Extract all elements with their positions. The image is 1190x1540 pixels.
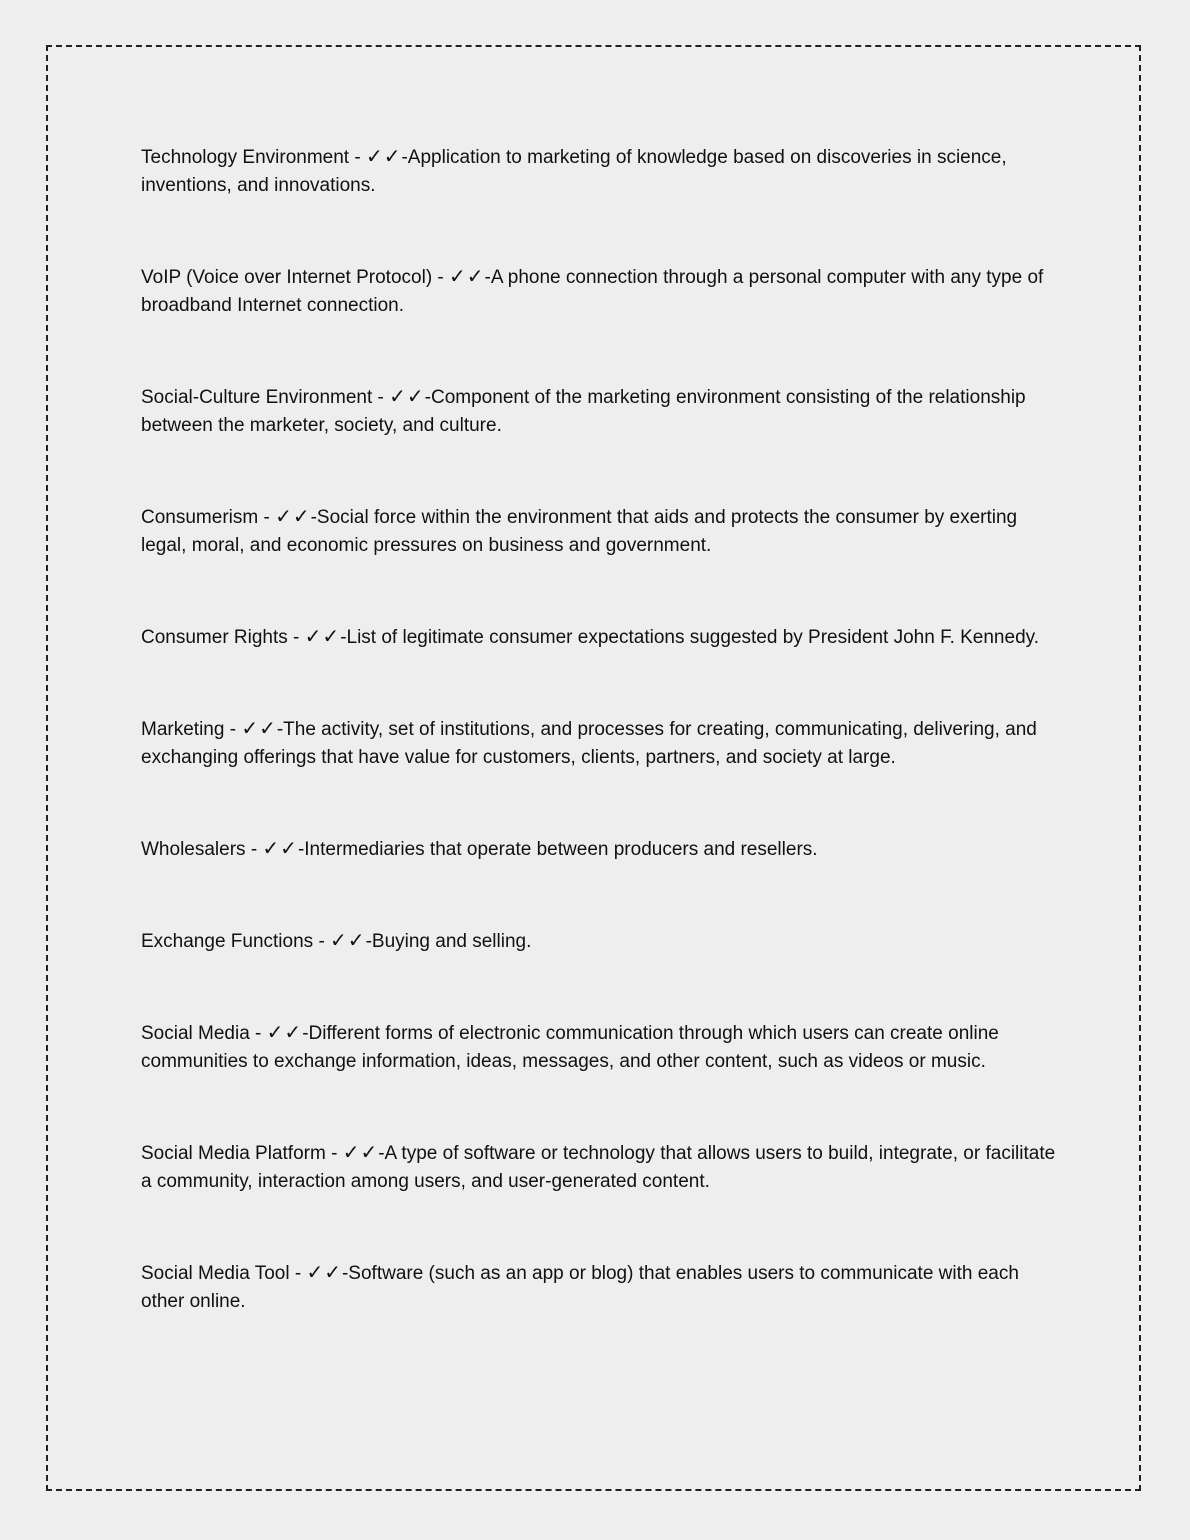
entry-term: Exchange Functions - (141, 931, 331, 952)
glossary-list (141, 142, 1061, 1378)
entry-term: Consumerism - (141, 507, 276, 528)
entry-definition: -Social force within the environment that aids and protects the consumer by exerting legal, moral, and economic pressures on business and government. (141, 507, 1018, 556)
entry-term: Social Media - (141, 1023, 267, 1044)
glossary-entry (141, 502, 1061, 560)
glossary-entry (141, 834, 1061, 864)
check-icon: ✓✓ (365, 144, 402, 168)
entry-definition: -A phone connection through a personal computer with any type of broadband Internet connection. (141, 267, 1044, 316)
check-icon: ✓✓ (330, 928, 366, 952)
check-icon: ✓✓ (275, 504, 311, 528)
document-page (46, 45, 1141, 1491)
check-icon: ✓✓ (389, 384, 425, 408)
check-icon: ✓✓ (342, 1140, 379, 1164)
check-icon: ✓✓ (266, 1020, 303, 1044)
entry-definition: -Software (such as an app or blog) that enables users to communicate with each other online. (141, 1263, 1019, 1312)
entry-definition: -Component of the marketing environment consisting of the relationship between the marketer, society, and culture. (141, 387, 1026, 436)
glossary-entry (141, 382, 1061, 440)
check-icon: ✓✓ (304, 624, 341, 648)
entry-term: Technology Environment - (141, 147, 366, 168)
entry-term: Consumer Rights - (141, 627, 305, 648)
entry-term: Social Media Platform - (141, 1143, 343, 1164)
entry-term: Social-Culture Environment - (141, 387, 390, 408)
check-icon: ✓✓ (449, 264, 485, 288)
entry-definition: -Different forms of electronic communication through which users can create online communities to exchange information, ideas, messages, and other content, such as videos or music. (141, 1023, 999, 1072)
glossary-entry (141, 142, 1061, 200)
check-icon: ✓✓ (306, 1260, 342, 1284)
glossary-entry (141, 262, 1061, 320)
entry-definition: -Intermediaries that operate between producers and resellers. (297, 839, 818, 860)
glossary-entry (141, 926, 1061, 956)
check-icon: ✓✓ (262, 836, 298, 860)
glossary-entry (141, 1018, 1061, 1076)
entry-term: Social Media Tool - (141, 1263, 307, 1284)
entry-term: Wholesalers - (141, 839, 263, 860)
entry-definition: -The activity, set of institutions, and processes for creating, communicating, delivering, and exchanging offerings that have value for customers, clients, partners, and society at large. (141, 719, 1037, 768)
glossary-entry (141, 714, 1061, 772)
glossary-entry (141, 1258, 1061, 1316)
check-icon: ✓✓ (241, 716, 277, 740)
entry-definition: -Application to marketing of knowledge based on discoveries in science, inventions, and innovations. (141, 147, 1007, 196)
glossary-entry (141, 622, 1061, 652)
entry-definition: -List of legitimate consumer expectations suggested by President John F. Kennedy. (340, 627, 1040, 648)
entry-definition: -A type of software or technology that allows users to build, integrate, or facilitate a community, interaction among users, and user-generated content. (141, 1143, 1056, 1192)
entry-term: VoIP (Voice over Internet Protocol) - (141, 267, 450, 288)
entry-term: Marketing - (141, 719, 242, 740)
glossary-entry (141, 1138, 1061, 1196)
entry-definition: -Buying and selling. (365, 931, 532, 952)
